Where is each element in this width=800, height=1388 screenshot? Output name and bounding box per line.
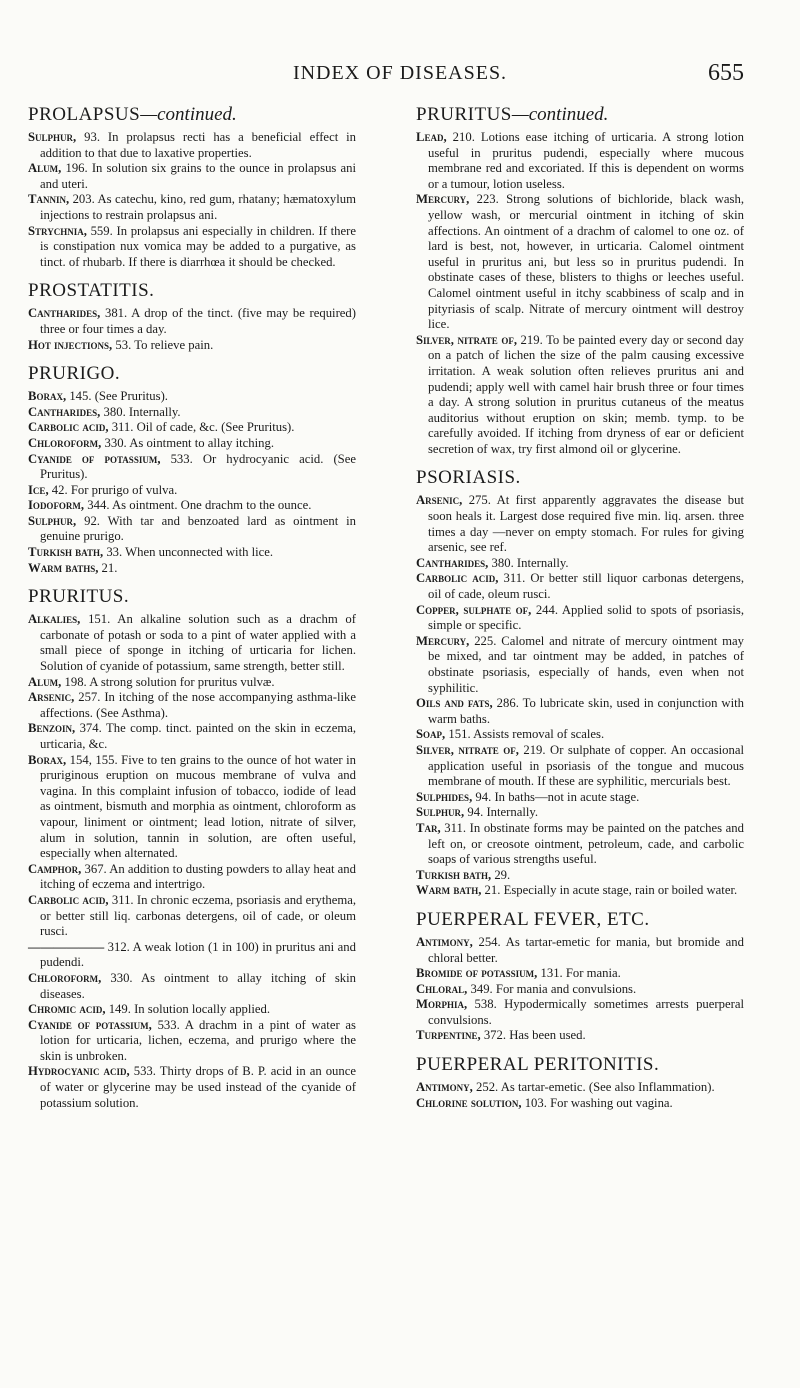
entry-text: 244. Applied solid to spots of psoriasis, simple or specific. [428,602,744,633]
index-entry [28,545,356,561]
index-entry [28,862,356,893]
entry-remedy: Sulphides, [416,789,473,804]
entry-remedy: Bromide of potassium, [416,966,538,981]
entry-remedy: Chloral, [416,981,468,996]
index-entry [416,556,744,572]
entry-remedy: Carbolic acid, [28,892,109,907]
section-heading-text: PROLAPSUS [28,104,141,125]
entry-remedy: Cantharides, [28,306,101,321]
section-heading [416,1054,744,1076]
entry-remedy: Turpentine, [416,1028,481,1043]
entry-remedy: —————— [28,939,105,954]
index-entry [28,1018,356,1065]
entry-remedy: Turkish bath, [28,545,104,560]
index-entry [416,727,744,743]
section-heading-text: PROSTATITIS. [28,280,155,302]
index-entry [28,514,356,545]
entry-text: 149. In solution locally applied. [105,1002,271,1017]
entry-remedy: Cantharides, [416,555,489,570]
left-column [28,98,356,1121]
index-entry [28,338,356,354]
entry-text: 94. In baths—not in acute stage. [472,789,640,804]
entry-text: 312. A weak lotion (1 in 100) in pruritus ani and pudendi. [40,939,356,970]
index-entry [28,721,356,752]
entry-text: 533. A drachm in a pint of water as lotion for urticaria, lichen, eczema, and prurigo where the skin is unbroken. [40,1017,356,1063]
entry-remedy: Antimony, [416,934,473,949]
index-entry [416,696,744,727]
entry-text: 33. When unconnected with lice. [103,545,274,560]
entry-text: 311. Or better still liquor carbonas detergens, oil of cade, oleum rusci. [428,571,744,602]
entry-text: 42. For prurigo of vulva. [48,482,178,497]
entry-text: 275. At first apparently aggravates the disease but soon heals it. Largest dose required five min. liq. arsen. three times a day —never on empty stomach. For rules for giving arsenic, see ref. [428,493,744,555]
entry-remedy: Cyanide of potassium, [28,1017,152,1032]
entry-text: 219. To be painted every day or second day on a patch of lichen the size of the palm causing excessive irritation. A weak solution often relieves pruritus ani and pudendi; apply well with camel hair brush three or four times a day. A strong solution in pruritus cutaneus of the meatus auditorius without eruption on skin; memb. tymp. to be carefully avoided. If itching from dryness of ear or deficient secretion of wax, try first almond oil or glycerine. [428,332,744,456]
entry-text: 29. [491,867,511,882]
index-entry [28,192,356,223]
index-entry [416,790,744,806]
entry-text: 538. Hypodermically sometimes arrests puerperal convulsions. [428,997,744,1027]
index-entry [416,982,744,998]
entry-text: 21. Especially in acute stage, rain or boiled water. [481,883,738,898]
entry-text: 559. In prolapsus ani especially in children. If there is constipation nux vomica may be added to a purgative, as tinct. of rhubarb. If there is diarrhœa it should be checked. [40,223,356,269]
index-entry [416,634,744,696]
index-entry [416,333,744,458]
index-entry [416,997,744,1028]
section-heading [416,467,744,489]
entry-remedy: Mercury, [416,633,470,648]
entry-remedy: Silver, nitrate of, [416,742,519,757]
section-heading-text: PUERPERAL PERITONITIS. [416,1054,660,1076]
index-entry [416,493,744,555]
index-entry [28,389,356,405]
entry-text: 151. An alkaline solution such as a drachm of carbonate of potash or soda to a pint of water applied with a small piece of sponge in itching of urticaria for lichen. Solution of cyanide of potassium, same strength, better still. [40,612,356,674]
entry-remedy: Mercury, [416,192,470,207]
page-header [0,62,800,92]
entry-remedy: Cyanide of potassium, [28,451,161,466]
entry-text: 219. Or sulphate of copper. An occasional application useful in psoriasis of the tongue and mucous membrane of mouth. If these are syphilitic, mercurials best. [428,742,745,789]
entry-text: 103. For washing out vagina. [521,1095,673,1110]
entry-text: 349. For mania and convulsions. [467,981,637,996]
entry-remedy: Strychnia, [28,223,87,238]
section-heading [28,280,356,302]
entry-remedy: Alum, [28,161,62,176]
entry-remedy: Chlorine solution, [416,1095,522,1110]
entry-remedy: Turkish bath, [416,867,492,882]
entry-text: 93. In prolapsus recti has a beneficial effect in addition to that due to laxative properties. [40,130,356,160]
index-entry [28,306,356,337]
index-entry [28,971,356,1002]
section-heading-text: PRURIGO. [28,363,121,385]
entry-text: 374. The comp. tinct. painted on the skin in eczema, urticaria, &c. [40,721,356,751]
continued-label: —continued. [511,104,609,125]
entry-text: 92. With tar and benzoated lard as ointment in genuine prurigo. [40,513,356,544]
index-section [28,104,356,270]
entry-text: 380. Internally. [100,404,181,419]
entry-text: 198. A strong solution for pruritus vulvæ. [61,674,275,689]
index-entry [416,603,744,634]
index-entry [28,130,356,161]
entry-text: 53. To relieve pain. [112,337,214,352]
entry-remedy: Silver, nitrate of, [416,332,518,347]
entry-remedy: Sulphur, [28,513,77,528]
entry-text: 372. Has been used. [480,1028,586,1043]
index-entry [28,612,356,674]
entry-remedy: Chloroform, [28,970,102,985]
index-entry [416,1028,744,1044]
index-section [28,586,356,1111]
index-entry [416,1096,744,1112]
index-entry [28,498,356,514]
entry-text: 203. As catechu, kino, red gum, rhatany; hæmatoxylum injections to restrain prolapsus ani. [40,192,356,222]
entry-text: 533. Or hydrocyanic acid. (See Pruritus). [40,451,356,482]
entry-remedy: Camphor, [28,861,82,876]
entry-remedy: Warm bath, [416,883,482,898]
entry-remedy: Copper, sulphate of, [416,602,532,617]
entry-remedy: Morphia, [416,997,468,1012]
section-heading-text: PUERPERAL FEVER, ETC. [416,908,650,930]
section-heading [28,104,356,126]
section-heading-text: PRURITUS. [28,586,130,608]
entry-text: 311. In chronic eczema, psoriasis and erythema, or better still liq. carbonas detergens, oil of cade, or oleum rusci. [40,892,357,939]
entry-remedy: Lead, [416,130,447,144]
index-section [416,909,744,1044]
entry-remedy: Tar, [416,820,441,835]
index-entry [416,821,744,868]
entry-remedy: Hydrocyanic acid, [28,1064,130,1079]
index-entry [416,130,744,192]
entry-text: 311. Oil of cade, &c. (See Pruritus). [108,420,295,435]
entry-remedy: Iodoform, [28,498,85,513]
entry-remedy: Sulphur, [28,130,77,144]
running-head: INDEX OF DISEASES. [292,62,508,84]
entry-text: 223. Strong solutions of bichloride, black wash, yellow wash, or mercurial ointment in itching of skin affections. An ointment of a drachm of calomel to one oz. of lard is best, not, however, in urticaria. Calomel ointment useful in pruritus ani, but less so in pruritus pudendi. In obstinate cases of these, blisters to thighs or leeches useful. Calomel ointment useful in itchy scabbiness of scalp and in pityriasis of scalp. Nitrate of mercury ointment will destroy lice. [428,192,744,332]
entry-text: 151. Assists removal of scales. [445,727,605,742]
entry-remedy: Ice, [28,482,49,497]
entry-text: 196. In solution six grains to the ounce in prolapsus ani and uteri. [40,161,356,191]
index-section [28,363,356,576]
index-entry [28,753,356,862]
index-entry [416,805,744,821]
entry-remedy: Chloroform, [28,435,102,450]
entry-remedy: Carbolic acid, [28,420,109,435]
entry-remedy: Soap, [416,727,446,742]
entry-text: 257. In itching of the nose accompanying asthma-like affections. (See Asthma). [40,690,356,720]
entry-text: 154, 155. Five to ten grains to the ounce of hot water in pruriginous eruption on mucous membrane of vulva and vagina. In this complaint infusion of tobacco, iodide of lead as ointment, bismuth and morphia as ointment, chloroform as vapour, liniment or ointment; lead lotion, nitrate of silver, alum in solution, tannin in solution, are often useful, especially when alternated. [40,752,356,861]
section-heading [28,363,356,385]
index-entry [416,966,744,982]
entry-text: 225. Calomel and nitrate of mercury ointment may be mixed, and tar ointment may be added, in patches of obstinate psoriasis, especially of hands, even when not syphilitic. [428,633,744,695]
index-entry [28,1064,356,1111]
index-entry [28,224,356,271]
entry-text: 330. As ointment to allay itching of skin diseases. [40,970,356,1001]
entry-remedy: Chromic acid, [28,1002,106,1017]
entry-text: 131. For mania. [537,966,621,981]
entry-remedy: Hot injections, [28,337,113,352]
entry-text: 254. As tartar-emetic for mania, but bromide and chloral better. [428,934,744,965]
entry-remedy: Carbolic acid, [416,571,499,586]
index-entry [416,571,744,602]
section-heading [416,104,744,126]
entry-text: 210. Lotions ease itching of urticaria. A strong lotion useful in pruritus pudendi, especially where mucous membrane red and excoriated. If this is dependent on worms or a tumour, lotion useless. [428,130,744,191]
entry-text: 145. (See Pruritus). [66,389,168,404]
index-entry [416,935,744,966]
index-section [416,1054,744,1111]
entry-text: 252. As tartar-emetic. (See also Inflammation). [472,1080,715,1095]
entry-remedy: Borax, [28,752,67,767]
entry-text: 94. Internally. [464,805,539,820]
index-section [416,104,744,457]
index-entry [28,483,356,499]
entry-text: 381. A drop of the tinct. (five may be required) three or four times a day. [40,306,356,336]
index-entry [416,743,744,790]
continued-label: —continued. [140,104,237,125]
entry-text: 380. Internally. [488,555,569,570]
section-heading-text: PSORIASIS. [416,467,521,489]
entry-remedy: Sulphur, [416,805,465,820]
index-entry [28,405,356,421]
entry-text: 21. [98,560,118,575]
entry-text: 330. As ointment to allay itching. [101,435,275,450]
index-entry [28,420,356,436]
entry-remedy: Antimony, [416,1080,473,1095]
index-entry [28,561,356,577]
entry-remedy: Cantharides, [28,404,101,419]
entry-remedy: Oils and fats, [416,696,493,711]
entry-remedy: Tannin, [28,192,70,207]
index-entry [28,893,356,940]
index-entry [28,161,356,192]
index-entry [416,1080,744,1096]
section-heading [416,909,744,931]
index-entry [28,452,356,483]
index-entry [28,940,356,971]
entry-remedy: Arsenic, [416,493,463,508]
entry-remedy: Warm baths, [28,560,99,575]
index-entry [28,690,356,721]
index-section [416,467,744,898]
entry-text: 344. As ointment. One drachm to the ounce. [84,498,312,513]
entry-text: 286. To lubricate skin, used in conjunction with warm baths. [428,696,744,726]
index-section [28,280,356,353]
entry-remedy: Alkalies, [28,612,81,627]
entry-remedy: Arsenic, [28,690,75,705]
index-entry [28,675,356,691]
entry-remedy: Borax, [28,389,67,404]
index-entry [416,192,744,332]
page-number: 655 [708,60,744,86]
index-entry [28,436,356,452]
right-column [416,98,744,1121]
entry-text: 367. An addition to dusting powders to allay heat and itching of eczema and intertrigo. [40,861,356,892]
index-entry [416,883,744,899]
entry-text: 533. Thirty drops of B. P. acid in an ounce of water or glycerine may be used instead of the cyanide of potassium solution. [40,1064,356,1110]
section-heading-text: PRURITUS [416,104,512,125]
section-heading [28,586,356,608]
entry-text: 311. In obstinate forms may be painted on the patches and left on, or creosote ointment, petroleum, cade, and carbolic soaps of various strengths useful. [428,820,744,867]
entry-remedy: Benzoin, [28,721,76,736]
entry-remedy: Alum, [28,674,62,689]
index-entry [28,1002,356,1018]
index-entry [416,868,744,884]
